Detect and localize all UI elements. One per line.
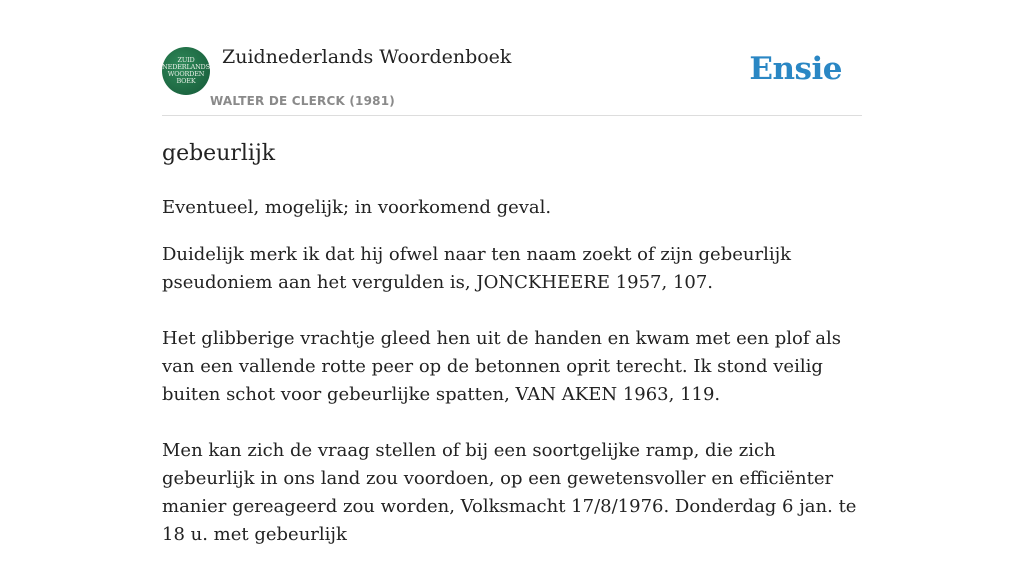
- example-quote: Men kan zich de vraag stellen of bij een soortgelijke ramp, die zich gebeurlijk in ons land zou voordoen, op een gewetensvoller en efficiënter manier gereageerd zou worden, Volksmacht 17/8/1976. Donderdag 6 jan. te 18 u. met gebeurlijk: [162, 440, 857, 545]
- header: [162, 40, 862, 116]
- example-quote: Het glibberige vrachtje gleed hen uit de handen en kwam met een plof als van een vallende rotte peer op de betonnen oprit terecht. Ik stond veilig buiten schot voor gebeurlijke spatten, VAN AKEN 1963, 119.: [162, 328, 841, 405]
- entry-headword: gebeurlijk: [162, 141, 276, 166]
- ensie-brand-logo[interactable]: Ensie: [749, 51, 842, 87]
- logo-text-line: NEDERLANDS: [162, 63, 210, 71]
- logo-text-line: WOORDEN: [167, 70, 205, 78]
- entry-definition: Eventueel, mogelijk; in voorkomend geval.: [162, 197, 552, 218]
- example-quote: Duidelijk merk ik dat hij ofwel naar ten naam zoekt of zijn gebeurlijk pseudoniem aan het vergulden is, JONCKHEERE 1957, 107.: [162, 244, 792, 293]
- book-author: WALTER DE CLERCK (1981): [210, 94, 395, 108]
- book-title-link[interactable]: Zuidnederlands Woordenboek: [222, 46, 512, 68]
- logo-text-line: ZUID: [177, 56, 195, 64]
- book-cover-logo[interactable]: [162, 47, 210, 95]
- logo-text-line: BOEK: [176, 77, 196, 85]
- entry-content: [162, 138, 862, 577]
